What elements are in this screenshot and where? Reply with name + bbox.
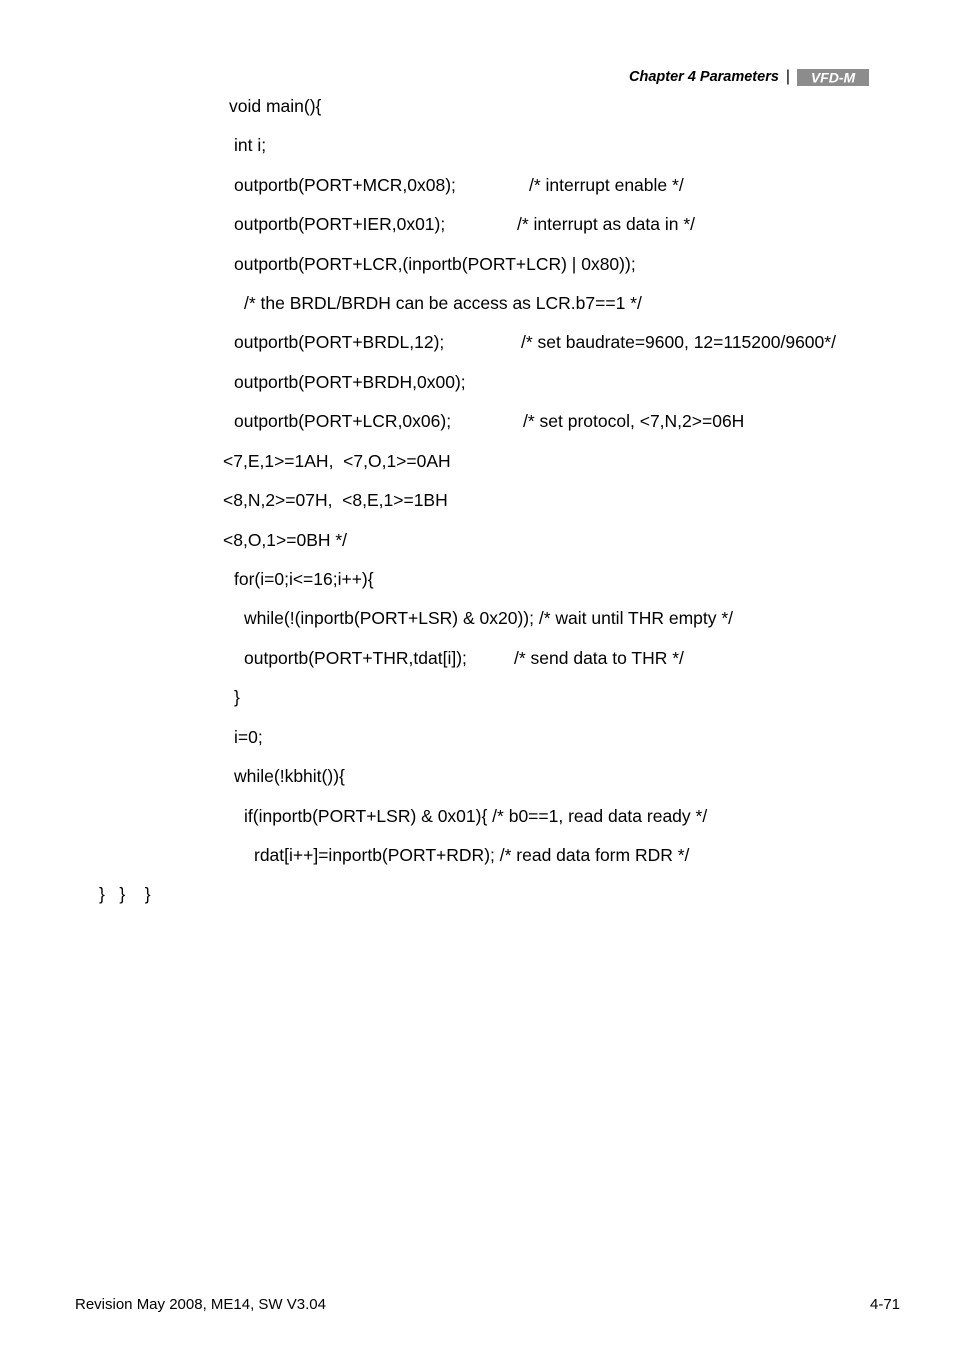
code-line: rdat[i++]=inportb(PORT+RDR); /* read data form RDR */ <box>254 845 690 865</box>
chapter-title: Chapter 4 Parameters <box>629 69 779 85</box>
revision-info: Revision May 2008, ME14, SW V3.04 <box>75 1296 326 1313</box>
code-line: outportb(PORT+LCR,(inportb(PORT+LCR) | 0x80)); <box>234 254 636 274</box>
code-statement: outportb(PORT+THR,tdat[i]); <box>244 648 467 668</box>
code-comment: /* send data to THR */ <box>514 648 684 668</box>
code-comment: /* set protocol, <7,N,2>=06H <box>523 411 745 431</box>
code-line: if(inportb(PORT+LSR) & 0x01){ /* b0==1, read data ready */ <box>244 806 708 826</box>
code-line: } <box>234 687 240 707</box>
code-line <box>0 213 954 235</box>
code-line <box>0 174 954 196</box>
code-statement: outportb(PORT+IER,0x01); <box>234 214 446 234</box>
header-separator: | <box>785 68 791 85</box>
code-comment: /* set baudrate=9600, 12=115200/9600*/ <box>521 332 836 352</box>
page-number: 4-71 <box>870 1296 901 1313</box>
code-line: i=0; <box>234 727 263 747</box>
logo-text: VFD-M <box>810 69 856 85</box>
code-line: <7,E,1>=1AH, <7,O,1>=0AH <box>223 451 451 471</box>
code-line: } } } <box>99 884 151 904</box>
code-comment: /* interrupt as data in */ <box>517 214 696 234</box>
code-line: outportb(PORT+BRDH,0x00); <box>234 372 466 392</box>
code-line <box>0 331 954 353</box>
page-header <box>629 66 869 88</box>
code-line: for(i=0;i<=16;i++){ <box>234 569 374 589</box>
code-statement: outportb(PORT+MCR,0x08); <box>234 175 456 195</box>
code-line: <8,O,1>=0BH */ <box>223 530 348 550</box>
code-line: /* the BRDL/BRDH can be access as LCR.b7==1 */ <box>244 293 642 313</box>
code-line: void main(){ <box>229 96 322 116</box>
code-line <box>0 647 954 669</box>
code-statement: outportb(PORT+BRDL,12); <box>234 332 445 352</box>
code-line: while(!(inportb(PORT+LSR) & 0x20)); /* wait until THR empty */ <box>244 608 734 628</box>
vfd-m-logo <box>797 69 869 86</box>
code-statement: outportb(PORT+LCR,0x06); <box>234 411 452 431</box>
code-line: while(!kbhit()){ <box>234 766 345 786</box>
code-line: <8,N,2>=07H, <8,E,1>=1BH <box>223 490 448 510</box>
code-comment: /* interrupt enable */ <box>529 175 684 195</box>
code-line <box>0 410 954 432</box>
code-line: int i; <box>234 135 267 155</box>
